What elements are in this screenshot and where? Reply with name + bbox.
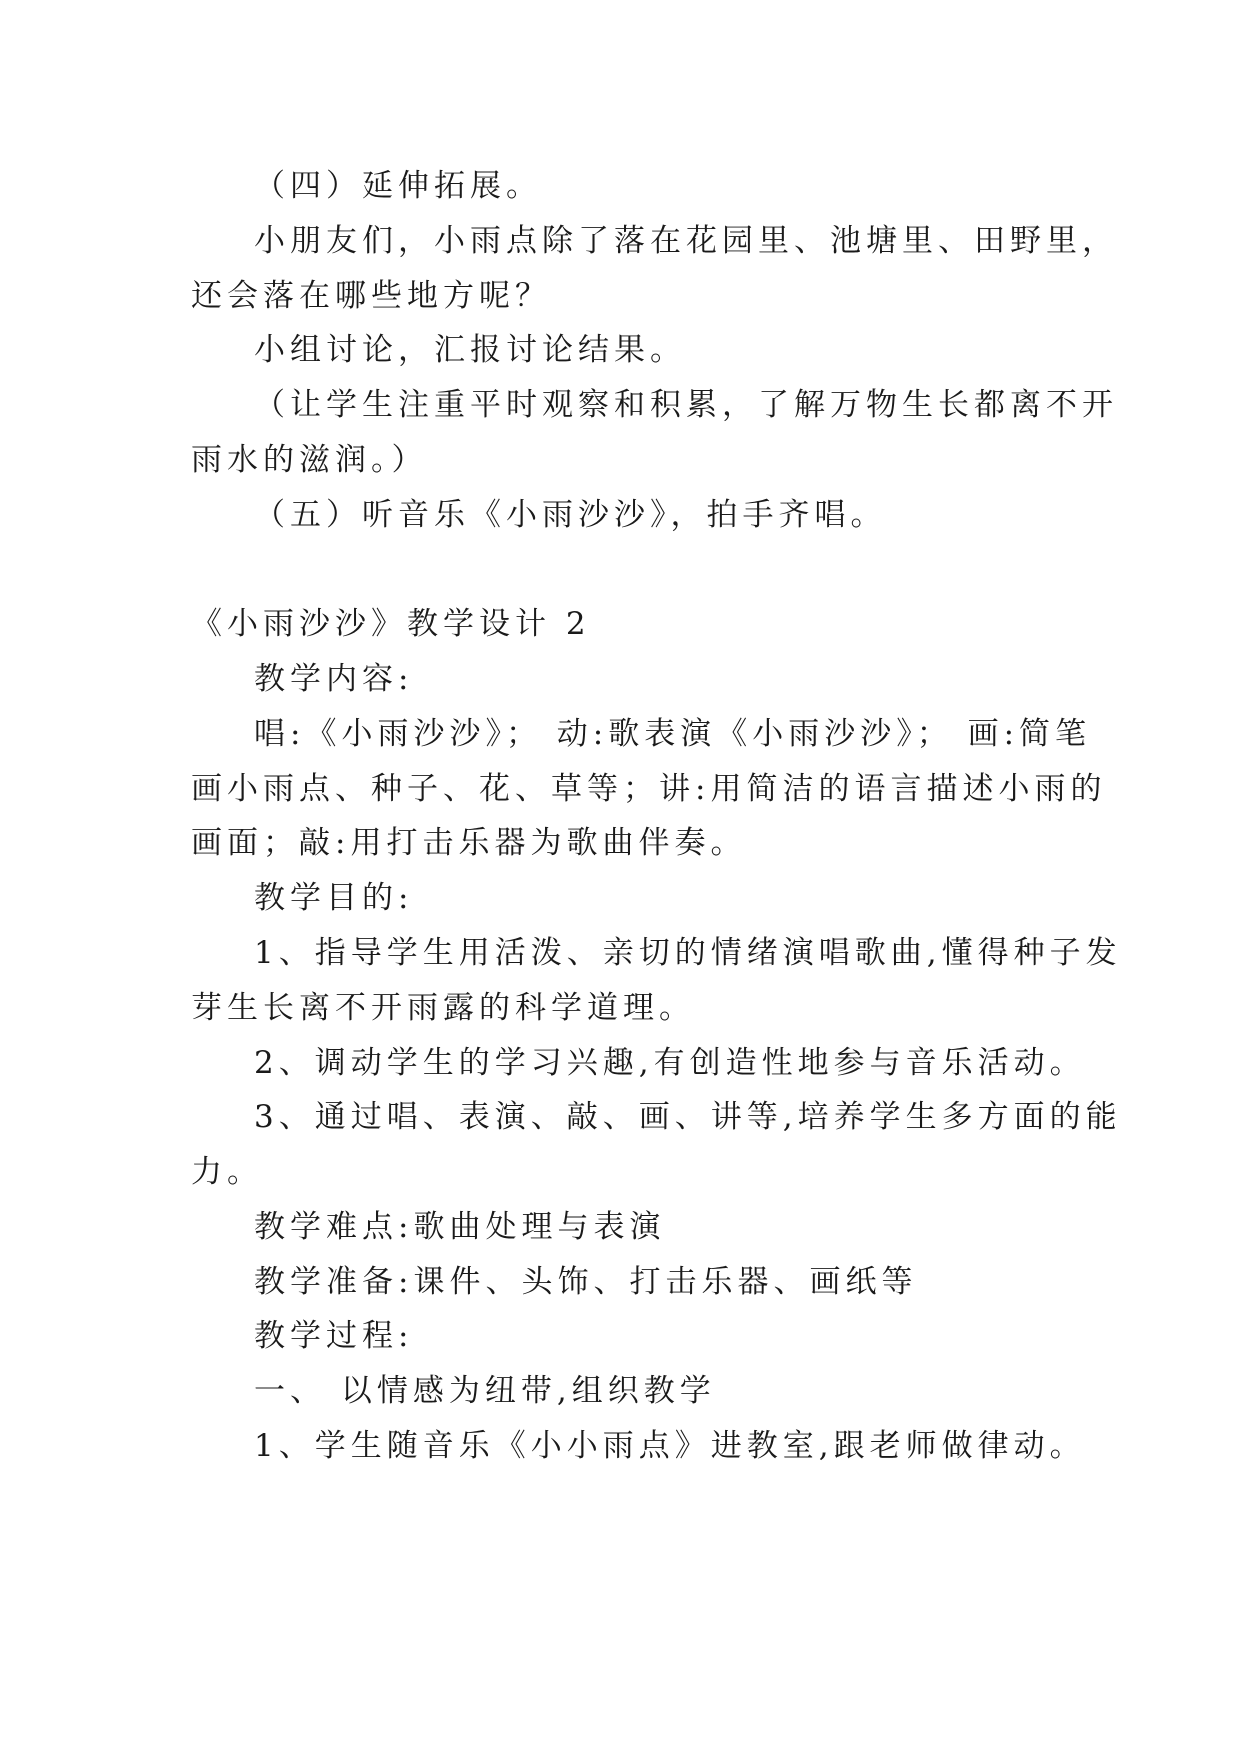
paragraph-line: 力。 [191,1154,263,1190]
teaching-process-label: 教学过程: [254,1318,414,1354]
document-title: 《小雨沙沙》教学设计 2 [191,606,591,642]
section-heading-5: （五）听音乐《小雨沙沙》，拍手齐唱。 [254,497,887,533]
paragraph-line: （让学生注重平时观察和积累，了解万物生长都离不开 [254,387,1118,423]
paragraph-line: 小朋友们，小雨点除了落在花园里、池塘里、田野里， [254,223,1118,259]
teaching-difficulty: 教学难点:歌曲处理与表演 [254,1209,666,1245]
paragraph-line: 雨水的滋润。） [191,442,428,478]
paragraph-line: 一、 以情感为纽带,组织教学 [254,1373,716,1409]
paragraph-line: 小组讨论，汇报讨论结果。 [254,332,686,368]
paragraph-line: 3、通过唱、表演、敲、画、讲等,培养学生多方面的能 [254,1099,1122,1135]
paragraph-line: 画小雨点、种子、花、草等；讲:用简洁的语言描述小雨的 [191,771,1107,807]
teaching-preparation: 教学准备:课件、头饰、打击乐器、画纸等 [254,1264,918,1300]
teaching-goals-label: 教学目的: [254,880,414,916]
paragraph-line: 2、调动学生的学习兴趣,有创造性地参与音乐活动。 [254,1045,1086,1081]
paragraph-line: 还会落在哪些地方呢？ [191,278,551,314]
section-heading-4: （四）延伸拓展。 [254,168,542,204]
paragraph-line: 画面；敲:用打击乐器为歌曲伴奏。 [191,825,747,861]
paragraph-line: 唱:《小雨沙沙》； 动:歌表演《小雨沙沙》； 画:简笔 [254,716,1092,752]
paragraph-line: 1、学生随音乐《小小雨点》进教室,跟老师做律动。 [254,1428,1086,1464]
paragraph-line: 芽生长离不开雨露的科学道理。 [191,990,695,1026]
paragraph-line: 1、指导学生用活泼、亲切的情绪演唱歌曲,懂得种子发 [254,935,1122,971]
teaching-content-label: 教学内容: [254,661,414,697]
